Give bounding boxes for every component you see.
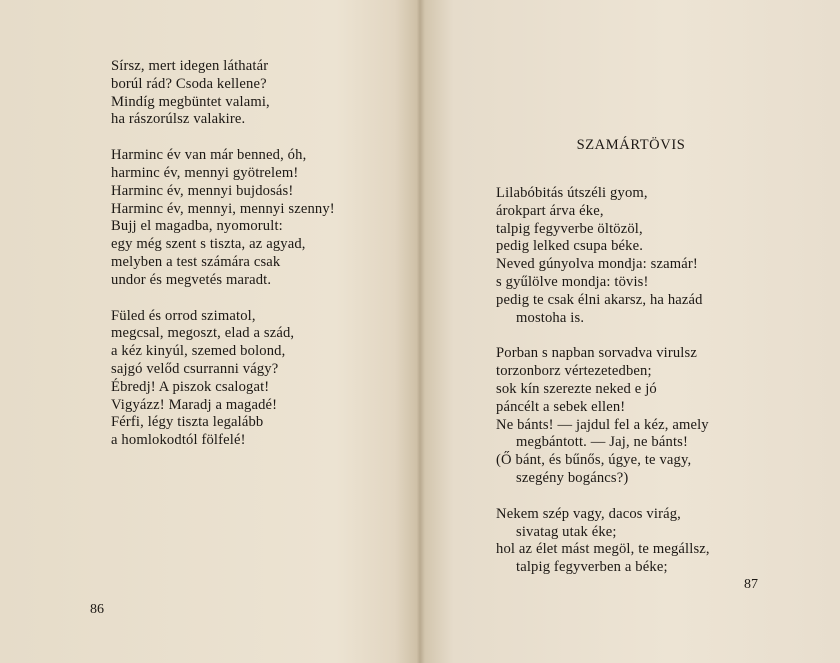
verse-line: a kéz kinyúl, szemed bolond, [111,343,286,360]
verse-line: talpig fegyverbe öltözöl, [496,220,643,237]
verse-line: páncélt a sebek ellen! [496,398,626,415]
verse-line: Férfi, légy tiszta legalább [111,414,264,431]
verse-line: undor és megvetés maradt. [111,271,272,288]
verse-line: Ébredj! A piszok csalogat! [111,378,270,395]
verse-line: Porban s napban sorvadva virulsz [496,345,697,362]
stanza [111,58,335,129]
right-page [422,0,840,663]
stanza [111,308,335,450]
right-poem [496,185,710,595]
page-number: 87 [744,577,758,592]
verse-line: Mindíg megbüntet valami, [111,93,270,110]
verse-line: hol az élet mást megöl, te megállsz, [496,541,710,558]
verse-line: ha rászorúlsz valakire. [111,111,246,128]
verse-line: Füled és orrod szimatol, [111,307,256,324]
verse-line: Harminc év, mennyi, mennyi szenny! [111,200,335,217]
verse-line: árokpart árva éke, [496,202,604,219]
verse-line: torzonborz vértezetedben; [496,363,652,380]
verse-line: megcsal, megoszt, elad a szád, [111,325,295,342]
verse-line: Ne bánts! — jajdul fel a kéz, amely [496,416,709,433]
verse-line: Vigyázz! Maradj a magadé! [111,396,278,413]
verse-line: pedig lelked csupa béke. [496,238,644,255]
verse-line: Bujj el magadba, nyomorult: [111,218,283,235]
verse-line: harminc év, mennyi gyötrelem! [111,164,299,181]
verse-line: Harminc év, mennyi bujdosás! [111,182,294,199]
verse-line: egy még szent s tiszta, az agyad, [111,236,306,253]
poem-title: SZAMÁRTÖVIS [576,137,686,153]
verse-line: talpig fegyverben a béke; [516,559,668,576]
stanza [496,185,710,327]
verse-line: borúl rád? Csoda kellene? [111,75,267,92]
stanza [496,345,710,487]
left-poem [111,58,335,468]
verse-line: szegény bogáncs?) [516,469,629,486]
verse-line: Lilabóbitás útszéli gyom, [496,185,648,201]
verse-line: (Ő bánt, és bűnős, úgye, te vagy, [496,452,692,469]
verse-line: Sírsz, mert idegen láthatár [111,58,269,74]
verse-line: megbántott. — Jaj, ne bánts! [516,434,688,451]
verse-line: Neved gúnyolva mondja: szamár! [496,256,698,273]
verse-line: melyben a test számára csak [111,253,281,270]
verse-line: mostoha is. [516,309,585,326]
stanza [496,506,710,577]
verse-line: pedig te csak élni akarsz, ha hazád [496,291,703,308]
verse-line: Nekem szép vagy, dacos virág, [496,505,681,522]
verse-line: sok kín szerezte neked e jó [496,380,657,397]
stanza [111,147,335,289]
verse-line: sivatag utak éke; [516,523,617,540]
verse-line: sajgó velőd csurranni vágy? [111,360,279,377]
verse-line: s gyűlölve mondja: tövis! [496,273,649,290]
verse-line: Harminc év van már benned, óh, [111,147,307,164]
page-number: 86 [90,602,104,617]
verse-line: a homlokodtól fölfelé! [111,432,246,449]
